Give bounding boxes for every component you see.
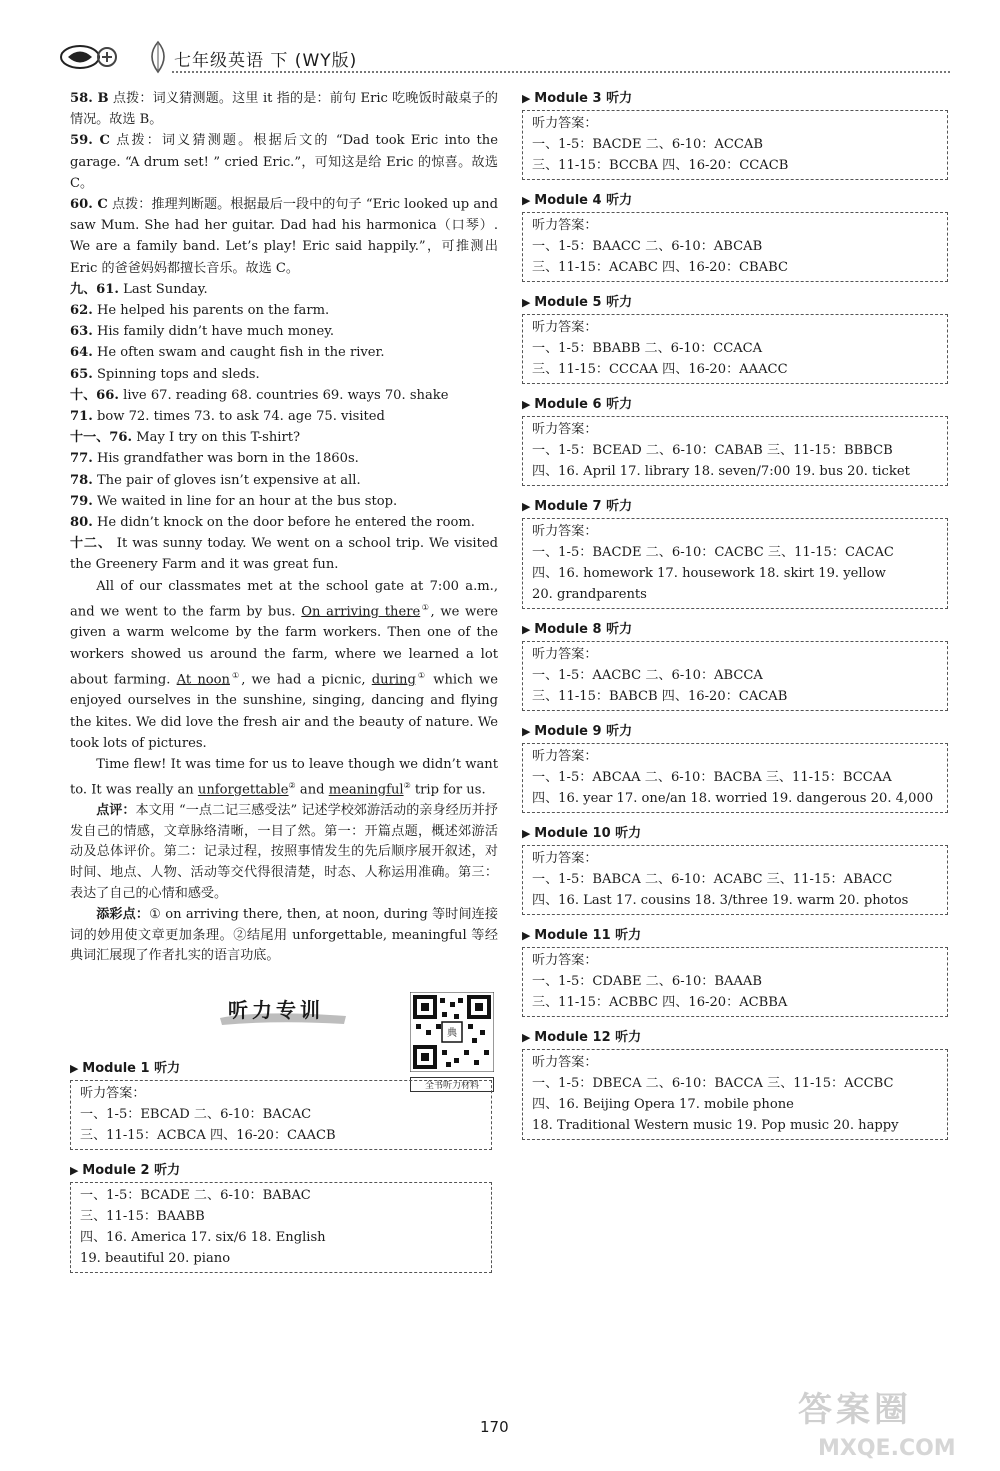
answer-line: 听力答案：	[80, 1086, 146, 1101]
answer-text: His grandfather was born in the 1860s.	[96, 451, 359, 467]
watermark-url: MXQE.COM	[818, 1436, 956, 1461]
module-title	[522, 823, 948, 845]
watermark	[798, 1382, 956, 1461]
listening-module	[70, 1160, 492, 1273]
answer-text: 点拨：推理判断题。根据最后一段中的句子 “Eric looked up and saw Mum. She had her guitar. Dad had his harmonica（口琴）. We are a family band. Let’s play! Eric said happily.”，可推测出 Eric 的爸爸妈妈都擅长音乐。故选 C。	[70, 197, 498, 276]
section-banner	[218, 992, 348, 1026]
answer-text: He didn’t knock on the door before he entered the room.	[96, 515, 475, 531]
answer-line: 三、11-15：ACBBC 四、16-20：ACBBA	[532, 995, 788, 1010]
answer-item	[70, 427, 498, 448]
answer-item	[70, 194, 498, 279]
answer-line: 听力答案：	[532, 218, 598, 233]
answer-item	[70, 533, 498, 575]
triangle-bullet-icon: ▶	[522, 827, 535, 840]
answer-box	[522, 314, 948, 384]
module-title-text: Module 9 听力	[534, 724, 633, 739]
answer-line: 一、1-5：BACDE 二、6-10：CACBC 三、11-15：CACAC	[532, 545, 894, 560]
answer-number: 十一、76.	[70, 430, 133, 446]
answer-line: 一、1-5：CDABE 二、6-10：BAAAB	[532, 974, 762, 989]
answer-text: 点拨：词义猜测题。根据后文的 “Dad took Eric into the garage. “A drum set! ” cried Eric.”，可知这是给 Eric 的惊喜。故选 C。	[70, 133, 498, 191]
answer-number: 58. B	[70, 91, 109, 106]
answer-text: bow 72. times 73. to ask 74. age 75. visited	[96, 409, 385, 425]
answer-item	[70, 491, 498, 512]
listening-module	[522, 1027, 948, 1140]
answer-box	[522, 845, 948, 915]
answer-line: 四、16. America 17. six/6 18. English	[80, 1230, 326, 1245]
module-title-text: Module 2 听力	[82, 1163, 181, 1178]
left-column	[70, 88, 498, 967]
underlined-phrase: On arriving there	[301, 604, 421, 620]
answer-line: 听力答案：	[532, 422, 598, 437]
module-title-text: Module 11 听力	[534, 928, 642, 943]
answer-list	[70, 88, 498, 576]
module-title	[522, 925, 948, 947]
right-column	[522, 88, 948, 1150]
answer-text: It was sunny today. We went on a school trip. We visited the Greenery Farm and it was great fun.	[70, 536, 498, 573]
answer-box	[522, 110, 948, 180]
underlined-phrase: during	[371, 672, 416, 688]
answer-item	[70, 300, 498, 321]
book-title: 七年级英语 下 (WY版)	[174, 51, 358, 71]
module-title	[522, 190, 948, 212]
answer-box	[70, 1080, 492, 1150]
listening-module	[522, 925, 948, 1017]
module-list-right	[522, 88, 948, 1140]
triangle-bullet-icon: ▶	[70, 1164, 83, 1177]
answer-line: 一、1-5：BAACC 二、6-10：ABCAB	[532, 239, 763, 254]
answer-item	[70, 130, 498, 194]
answer-item	[70, 364, 498, 385]
listening-module	[522, 292, 948, 384]
module-title	[522, 496, 948, 518]
listening-module	[522, 721, 948, 813]
section-title: 听力专训	[228, 998, 324, 1022]
essay-paragraph-2: Time flew! It was time for us to leave though we didn’t want to. It was really an unforgettable② and meaningful② trip for us.	[70, 757, 498, 798]
triangle-bullet-icon: ▶	[522, 929, 535, 942]
underlined-phrase: meaningful	[328, 782, 404, 798]
answer-text: May I try on this T-shirt?	[136, 430, 301, 446]
answer-item	[70, 385, 498, 406]
answer-box	[70, 1182, 492, 1273]
essay-paragraph-1: All of our classmates met at the school gate at 7:00 a.m., and we went to the farm by bus. On arriving there①, we were given a warm welcome by the farm workers. Then one of the workers showed us around the farm, where we learned a lot about farming. At noon①, we had a picnic, during① which we enjoyed ourselves in the sunshine, singing, dancing and flying the kites. We did love the fresh air and the beauty of nature. We took lots of pictures.	[70, 578, 499, 751]
answer-number: 78.	[70, 472, 93, 488]
watermark-text: 答案圈	[798, 1390, 912, 1430]
triangle-bullet-icon: ▶	[522, 623, 535, 636]
answer-number: 71.	[70, 409, 93, 425]
answer-line: 三、11-15：BAABB	[80, 1209, 205, 1224]
answer-line: 四、16. Beijing Opera 17. mobile phone	[532, 1097, 794, 1112]
answer-item	[70, 448, 498, 469]
answer-text: Last Sunday.	[123, 281, 208, 297]
answer-text: 点拨：词义猜测题。这里 it 指的是：前句 Eric 吃晚饭时敲桌子的情况。故选 B。	[70, 91, 499, 128]
underlined-phrase: At noon	[176, 672, 230, 688]
svg-text:典: 典	[447, 1028, 457, 1039]
answer-number: 九、61.	[70, 281, 119, 297]
leaf-deco-icon	[146, 40, 170, 74]
module-title-text: Module 12 听力	[534, 1030, 642, 1045]
module-title-text: Module 6 听力	[534, 397, 633, 412]
answer-line: 一、1-5：BCADE 二、6-10：BABAC	[80, 1188, 311, 1203]
answer-item	[70, 406, 498, 427]
module-title-text: Module 4 听力	[534, 193, 633, 208]
answer-item	[70, 88, 498, 130]
answer-line: 一、1-5：ABCAA 二、6-10：BACBA 三、11-15：BCCAA	[532, 770, 892, 785]
answer-line: 三、11-15：CCCAA 四、16-20：AAACC	[532, 362, 788, 377]
triangle-bullet-icon: ▶	[522, 296, 535, 309]
answer-number: 62.	[70, 303, 93, 319]
answer-item	[70, 279, 498, 300]
module-title-text: Module 10 听力	[534, 826, 642, 841]
triangle-bullet-icon: ▶	[522, 194, 535, 207]
module-title	[522, 1027, 948, 1049]
answer-line: 听力答案：	[532, 320, 598, 335]
triangle-bullet-icon: ▶	[522, 398, 535, 411]
answer-line: 19. beautiful 20. piano	[80, 1251, 231, 1266]
listening-module	[70, 1058, 492, 1150]
module-title	[522, 88, 948, 110]
answer-item	[70, 512, 498, 533]
underlined-phrase: unforgettable	[197, 782, 289, 798]
answer-item	[70, 470, 498, 491]
answer-line: 听力答案：	[532, 851, 598, 866]
book-logo-icon	[60, 44, 118, 70]
triangle-bullet-icon: ▶	[522, 1031, 535, 1044]
answer-number: 80.	[70, 515, 93, 531]
module-title	[522, 721, 948, 743]
triangle-bullet-icon: ▶	[522, 500, 535, 513]
answer-line: 一、1-5：BABCA 二、6-10：ACABC 三、11-15：ABACC	[532, 872, 893, 887]
module-title-text: Module 3 听力	[534, 91, 633, 106]
triangle-bullet-icon: ▶	[70, 1062, 83, 1075]
answer-line: 18. Traditional Western music 19. Pop music 20. happy	[532, 1118, 899, 1133]
answer-line: 四、16. April 17. library 18. seven/7:00 19. bus 20. ticket	[532, 464, 910, 479]
module-title	[522, 292, 948, 314]
answer-line: 听力答案：	[532, 953, 598, 968]
answer-number: 77.	[70, 451, 93, 467]
module-list-left	[70, 1058, 492, 1273]
answer-text: live 67. reading 68. countries 69. ways 70. shake	[123, 387, 449, 403]
answer-number: 60. C	[70, 197, 108, 213]
answer-line: 听力答案：	[532, 524, 598, 539]
answer-line: 三、11-15：ACABC 四、16-20：CBABC	[532, 260, 789, 275]
answer-number: 65.	[70, 366, 93, 382]
answer-box	[522, 641, 948, 711]
answer-item	[70, 321, 498, 342]
answer-number: 59. C	[70, 133, 110, 149]
answer-line: 一、1-5：EBCAD 二、6-10：BACAC	[80, 1107, 312, 1122]
listening-module	[522, 619, 948, 711]
answer-line: 四、16. year 17. one/an 18. worried 19. dangerous 20. 4,000	[532, 791, 934, 806]
triangle-bullet-icon: ▶	[522, 725, 535, 738]
triangle-bullet-icon: ▶	[522, 92, 535, 105]
answer-line: 20. grandparents	[532, 587, 647, 602]
answer-line: 三、11-15：BCCBA 四、16-20：CCACB	[532, 158, 789, 173]
module-title	[522, 394, 948, 416]
answer-line: 四、16. homework 17. housework 18. skirt 19. yellow	[532, 566, 886, 581]
answer-line: 听力答案：	[532, 749, 598, 764]
answer-number: 64.	[70, 345, 93, 361]
answer-text: His family didn’t have much money.	[96, 324, 335, 340]
answer-box	[522, 518, 948, 609]
answer-text: We waited in line for an hour at the bus stop.	[96, 493, 398, 509]
answer-line: 听力答案：	[532, 116, 598, 131]
qr-caption: 全书听力材料	[410, 1077, 494, 1092]
listening-module	[522, 88, 948, 180]
answer-line: 听力答案：	[532, 1055, 598, 1070]
answer-number: 63.	[70, 324, 93, 340]
module-title-text: Module 8 听力	[534, 622, 633, 637]
answer-text: Spinning tops and sleds.	[96, 366, 260, 382]
listening-module	[522, 496, 948, 609]
module-title	[70, 1058, 492, 1080]
answer-box	[522, 947, 948, 1017]
answer-text: He helped his parents on the farm.	[96, 303, 330, 319]
answer-number: 十、66.	[70, 387, 119, 403]
module-title-text: Module 1 听力	[82, 1061, 181, 1076]
answer-box	[522, 212, 948, 282]
essay-comment: 点评：本文用 “一点二记三感受法” 记述学校郊游活动的亲身经历并抒发自己的情感，文章脉络清晰，一目了然。第一：开篇点题，概述郊游活动及总体评价。第二：记录过程，按照事情发生的先后顺序展开叙述，对时间、地点、人物、活动等交代得很清楚，时态、人称运用准确。第三：表达了自己的心情和感受。	[70, 802, 499, 901]
module-title	[70, 1160, 492, 1182]
header-rule	[172, 71, 950, 73]
answer-line: 一、1-5：BACDE 二、6-10：ACCAB	[532, 137, 763, 152]
listening-module	[522, 823, 948, 915]
answer-line: 一、1-5：BCEAD 二、6-10：CABAB 三、11-15：BBBCB	[532, 443, 893, 458]
answer-box	[522, 743, 948, 813]
answer-text: He often swam and caught fish in the river.	[96, 345, 385, 361]
answer-line: 三、11-15：BABCB 四、16-20：CACAB	[532, 689, 788, 704]
answer-line: 一、1-5：DBECA 二、6-10：BACCA 三、11-15：ACCBC	[532, 1076, 894, 1091]
answer-number: 79.	[70, 493, 93, 509]
answer-text: The pair of gloves isn’t expensive at all.	[96, 472, 361, 488]
answer-box	[522, 1049, 948, 1140]
page-header	[60, 38, 950, 78]
answer-item	[70, 342, 498, 363]
answer-line: 一、1-5：BBABB 二、6-10：CCACA	[532, 341, 763, 356]
left-module-column	[70, 1058, 492, 1283]
answer-line: 三、11-15：ACBCA 四、16-20：CAACB	[80, 1128, 336, 1143]
answer-box	[522, 416, 948, 486]
answer-line: 听力答案：	[532, 647, 598, 662]
listening-module	[522, 190, 948, 282]
listening-module	[522, 394, 948, 486]
answer-line: 一、1-5：AACBC 二、6-10：ABCCA	[532, 668, 763, 683]
page-number: 170	[480, 1418, 509, 1436]
answer-line: 四、16. Last 17. cousins 18. 3/three 19. warm 20. photos	[532, 893, 909, 908]
module-title-text: Module 5 听力	[534, 295, 633, 310]
module-title-text: Module 7 听力	[534, 499, 633, 514]
essay-highlights: 添彩点：① on arriving there, then, at noon, during 等时间连接词的妙用使文章更加条理。②结尾用 unforgettable, meaningful 等经典词汇展现了作者扎实的语言功底。	[70, 906, 498, 964]
answer-number: 十二、	[70, 536, 112, 552]
module-title	[522, 619, 948, 641]
